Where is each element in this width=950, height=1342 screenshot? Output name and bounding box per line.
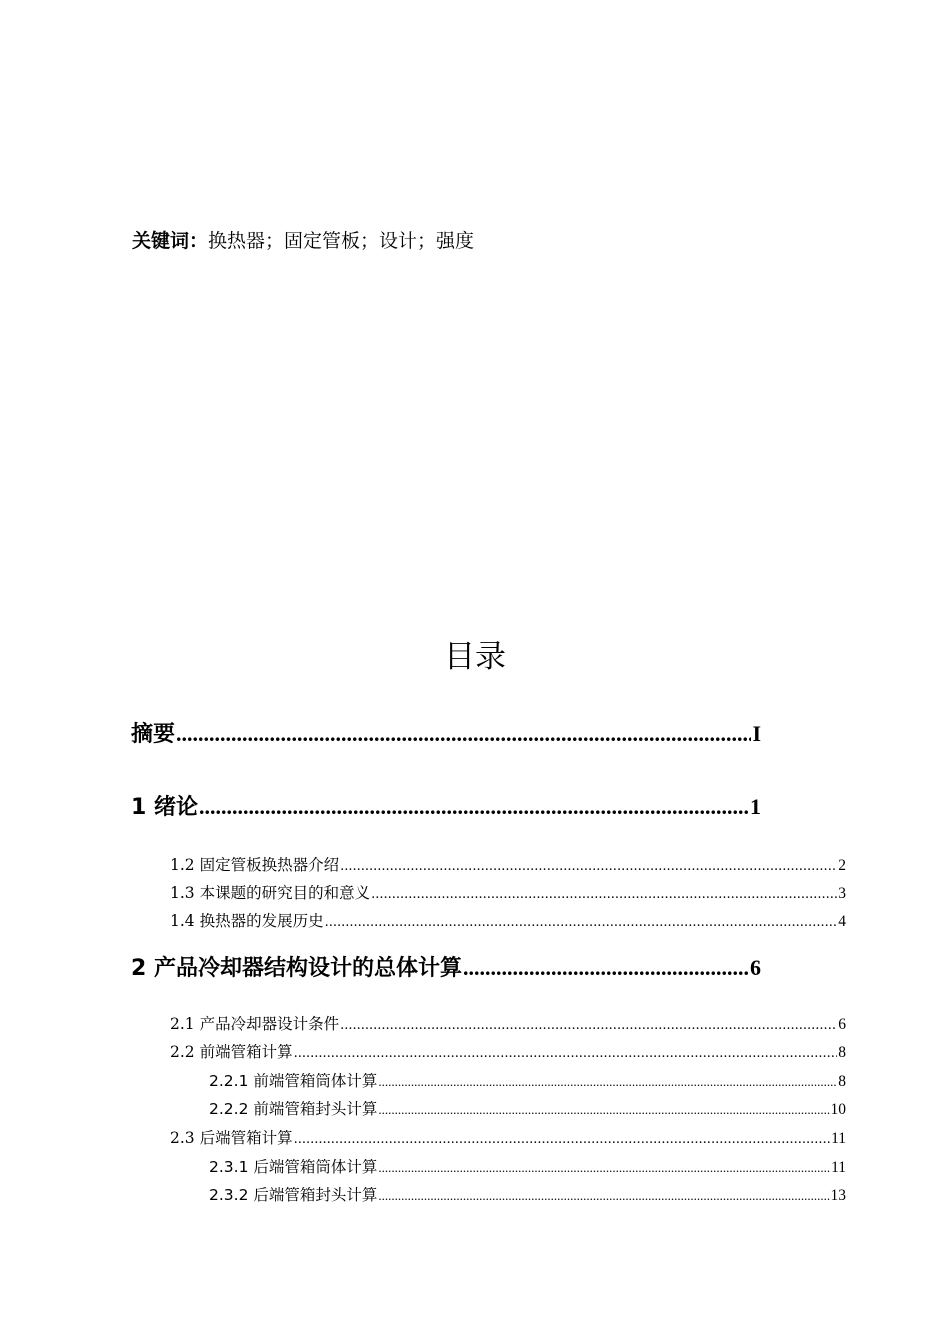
toc-entry-title: 摘要: [131, 722, 176, 747]
toc-title: 目录: [444, 639, 506, 675]
toc-entry-title: 2.2.1 前端管箱筒体计算: [209, 1072, 378, 1090]
toc-entry-2-2[interactable]: [170, 1041, 846, 1065]
toc-entry-page: 8: [838, 1044, 846, 1061]
toc-entry-title: 2.3 后端管箱计算: [170, 1129, 293, 1147]
keywords-text: 换热器；固定管板；设计；强度: [208, 230, 475, 252]
toc-entry-2-2-1[interactable]: [209, 1070, 846, 1093]
toc-entry-page: 1: [750, 794, 761, 819]
toc-entry-abstract[interactable]: [131, 719, 761, 750]
toc-entry-page: 2: [838, 857, 846, 874]
toc-entry-title: 2.3.1 后端管箱筒体计算: [209, 1158, 378, 1176]
toc-entry-title: 1 绪论: [131, 795, 198, 820]
toc-entry-page: 6: [838, 1016, 846, 1033]
toc-leader-dots: [378, 1099, 829, 1121]
toc-entry-1-4[interactable]: [170, 910, 846, 934]
toc-leader-dots: [340, 856, 837, 878]
toc-entry-title: 1.3 本课题的研究目的和意义: [170, 884, 371, 902]
toc-entry-page: 8: [838, 1073, 846, 1090]
toc-entry-title: 1.4 换热器的发展历史: [170, 912, 324, 930]
toc-entry-2-2-2[interactable]: [209, 1098, 846, 1121]
toc-entry-title: 2.3.2 后端管箱封头计算: [209, 1186, 378, 1204]
toc-entry-title: 1.2 固定管板换热器介绍: [170, 856, 340, 874]
toc-entry-page: 11: [831, 1159, 846, 1176]
toc-leader-dots: [371, 884, 837, 906]
toc-entry-page: 10: [830, 1101, 846, 1118]
toc-entry-page: 4: [838, 913, 846, 930]
toc-leader-dots: [325, 912, 838, 934]
toc-leader-dots: [378, 1185, 829, 1207]
toc-entry-2-3-2[interactable]: [209, 1184, 846, 1207]
toc-leader-dots: [340, 1015, 837, 1037]
toc-entry-1-3[interactable]: [170, 882, 846, 906]
toc-entry-page: 3: [838, 885, 846, 902]
toc-entry-title: 2 产品冷却器结构设计的总体计算: [131, 956, 462, 981]
toc-entry-page: 11: [831, 1130, 846, 1147]
toc-leader-dots: [176, 719, 751, 749]
toc-leader-dots: [378, 1157, 830, 1179]
toc-entry-page: I: [752, 721, 761, 746]
toc-entry-2-1[interactable]: [170, 1013, 846, 1037]
toc-entry-page: 6: [750, 955, 761, 980]
toc-entry-page: 13: [830, 1187, 846, 1204]
toc-leader-dots: [378, 1071, 837, 1093]
toc-leader-dots: [294, 1129, 830, 1151]
toc-leader-dots: [463, 953, 749, 983]
toc-entry-chapter-1[interactable]: [131, 792, 761, 823]
toc-leader-dots: [294, 1043, 838, 1065]
toc-leader-dots: [199, 792, 749, 822]
toc-entry-1-2[interactable]: [170, 854, 846, 878]
toc-entry-chapter-2[interactable]: [131, 953, 761, 984]
keywords-label: 关键词：: [132, 230, 209, 252]
toc-entry-title: 2.1 产品冷却器设计条件: [170, 1015, 340, 1033]
toc-entry-title: 2.2.2 前端管箱封头计算: [209, 1100, 378, 1118]
toc-entry-2-3[interactable]: [170, 1127, 846, 1151]
toc-entry-2-3-1[interactable]: [209, 1156, 846, 1179]
toc-entry-title: 2.2 前端管箱计算: [170, 1043, 293, 1061]
